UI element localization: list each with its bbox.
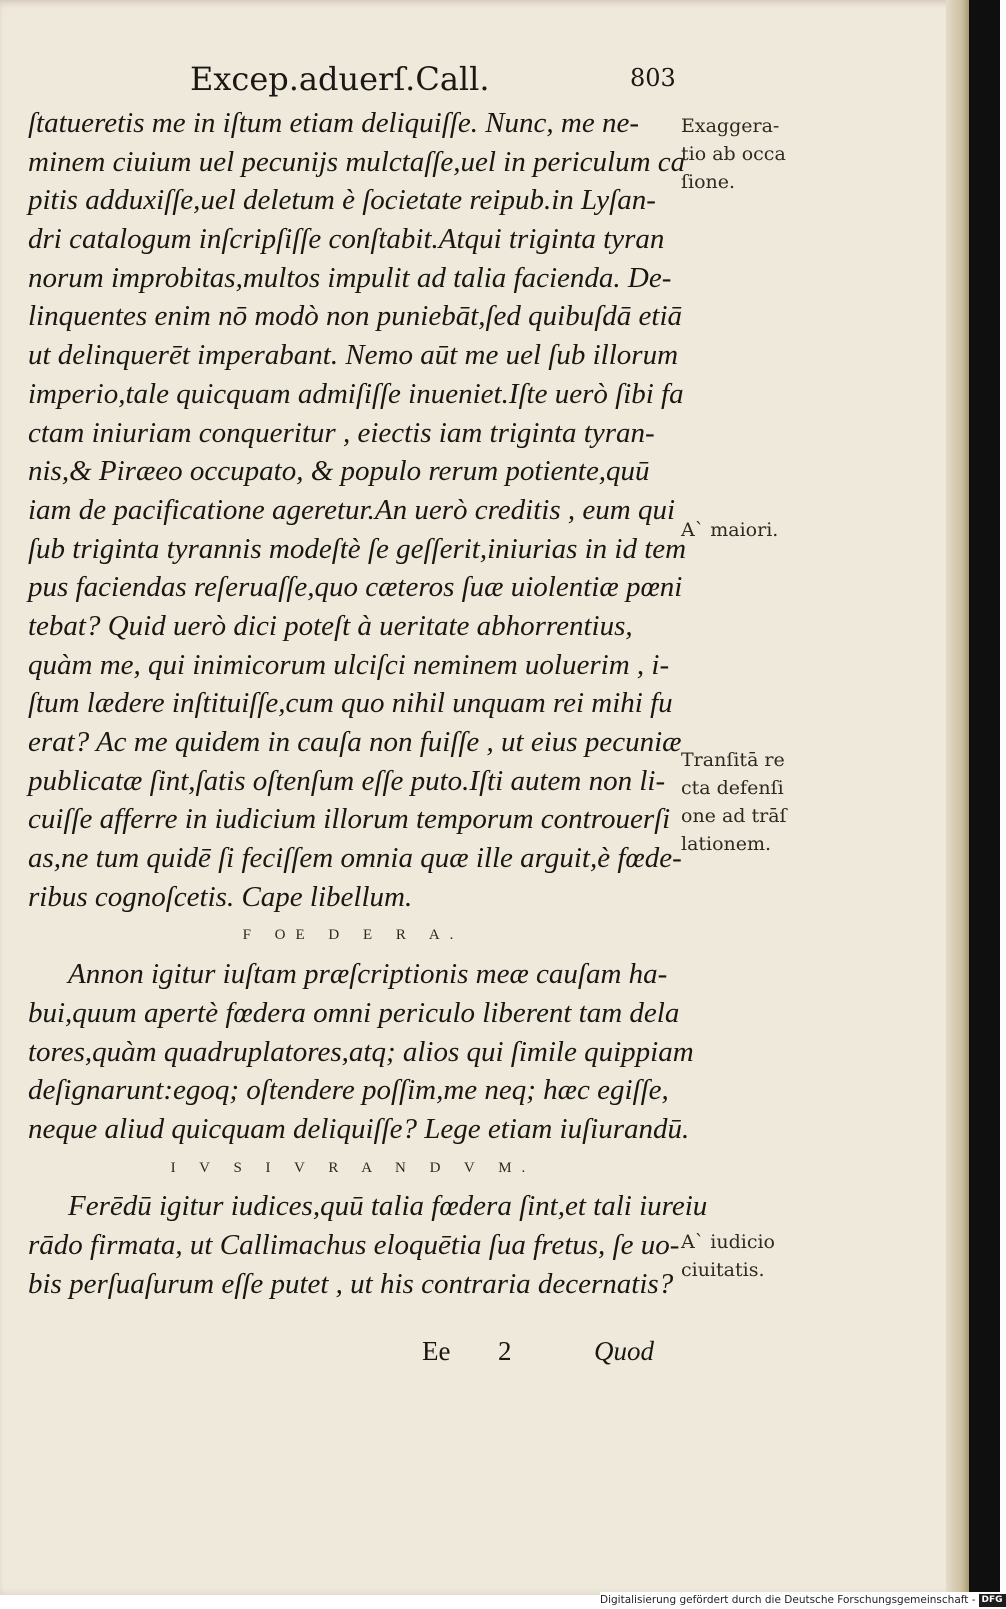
margin-note-a-maiori <box>681 516 831 544</box>
text-line: ſtum lædere inſtituiſſe,cum quo nihil unquam rei mihi fu <box>28 687 673 720</box>
text-line: bis perſuaſurum eſſe putet , ut his contraria decernatis? <box>28 1267 674 1300</box>
margin-note-exaggeratio <box>681 112 831 196</box>
margin-note-line: ciuitatis. <box>681 1259 765 1281</box>
text-line: ſub triginta tyrannis modeſtè ſe geſſerit,iniurias in id tem <box>28 532 687 565</box>
margin-note-line: tio ab occa <box>681 143 786 165</box>
text-line: norum improbitas,multos impulit ad talia facienda. De- <box>28 261 672 294</box>
main-text <box>28 104 708 1303</box>
margin-note-line: Tranſitā re <box>681 749 785 771</box>
section-heading: I V S I V R A N D V M. <box>170 1159 536 1176</box>
text-line: neque aliud quicquam deliquiſſe? Lege etiam iuſiurandū. <box>28 1112 690 1145</box>
text-line: ſtatueretis me in iſtum etiam deliquiſſe. Nunc, me ne- <box>28 107 640 139</box>
margin-note-line: one ad trāſ <box>681 805 787 827</box>
signature-number: 2 <box>498 1336 512 1366</box>
margin-note-line: lationem. <box>681 833 772 855</box>
text-line: as,ne tum quidē ſi feciſſem omnia quæ ille arguit,è fœde- <box>28 842 682 875</box>
margin-note-line: A` maiori. <box>681 519 779 541</box>
margin-note-a-iudicio <box>681 1228 831 1284</box>
text-line: bui,quum apertè fœdera omni periculo liberent tam dela <box>28 996 680 1029</box>
text-line: pitis adduxiſſe,uel deletum è ſocietate reipub.in Lyſan- <box>28 184 656 217</box>
credit-text: Digitalisierung gefördert durch die Deutsche Forschungsgemeinschaft - <box>600 1594 976 1606</box>
section-heading: F OE D E R A. <box>242 927 464 944</box>
text-line: tores,quàm quadruplatores,atq; alios qui ſimile quippiam <box>28 1035 694 1068</box>
running-head <box>190 60 676 100</box>
text-line: iam de pacificatione ageretur.An uerò creditis , eum qui <box>28 493 676 526</box>
text-line: quàm me, qui inimicorum ulciſci neminem uoluerim , i- <box>28 648 670 681</box>
text-line: Annon igitur iuſtam præſcriptionis meæ cauſam ha- <box>68 958 668 991</box>
text-line: cuiſſe afferre in iudicium illorum temporum controuerſi <box>28 803 671 836</box>
margin-note-line: cta defenſi <box>681 777 784 799</box>
text-line: dri catalogum inſcripſiſſe conſtabit.Atqui triginta tyran <box>28 223 665 256</box>
text-line: rādo firmata, ut Callimachus eloquētia ſua fretus, ſe uo- <box>28 1228 680 1261</box>
page-gutter-edge <box>946 0 969 1595</box>
text-line: ribus cognoſcetis. Cape libellum. <box>28 880 413 913</box>
text-line: imperio,tale quicquam admiſiſſe inueniet.Iſte uerò ſibi fa <box>28 377 684 410</box>
margin-note-line: A` iudicio <box>681 1231 775 1253</box>
catchword: Quod <box>594 1336 654 1366</box>
running-title: Excep.aduerſ.Call. <box>190 60 490 98</box>
signature-mark: Ee <box>422 1336 451 1366</box>
text-line: ctam iniuriam conqueritur , eiectis iam triginta tyran- <box>28 416 655 449</box>
margin-note-line: ſione. <box>681 171 736 193</box>
margin-note-line: Exaggera- <box>681 115 780 137</box>
text-line: tebat? Quid uerò dici poteſt à ueritate abhorrentius, <box>28 609 633 642</box>
scan-border <box>969 0 1000 1595</box>
text-line: ut delinquerēt imperabant. Nemo aūt me uel ſub illorum <box>28 339 679 372</box>
page-number: 803 <box>630 64 676 92</box>
text-line: Ferēdū igitur iudices,quū talia fœdera ſint,et tali iureiu <box>68 1190 708 1223</box>
signature-line <box>422 1336 672 1378</box>
text-line: pus faciendas reſeruaſſe,quo cæteros ſuæ uiolentiæ pœni <box>28 571 683 604</box>
margin-note-transita <box>681 746 831 858</box>
digitization-credit <box>600 1592 1003 1609</box>
dfg-logo: DFG <box>979 1594 1006 1607</box>
text-line: minem ciuium uel pecunijs mulctaſſe,uel in periculum ca <box>28 145 686 178</box>
text-line: erat? Ac me quidem in cauſa non fuiſſe , ut eius pecuniæ <box>28 726 682 758</box>
text-line: publicatæ ſint,ſatis oſtenſum eſſe puto.Iſti autem non li- <box>28 764 666 797</box>
text-line: nis,& Piræeo occupato, & populo rerum potiente,quū <box>28 455 650 488</box>
text-line: linquentes enim nō modò non puniebāt,ſed quibuſdā etiā <box>28 300 683 333</box>
text-line: deſignarunt:egoq; oſtendere poſſim,me neq; hæc egiſſe, <box>28 1074 669 1107</box>
